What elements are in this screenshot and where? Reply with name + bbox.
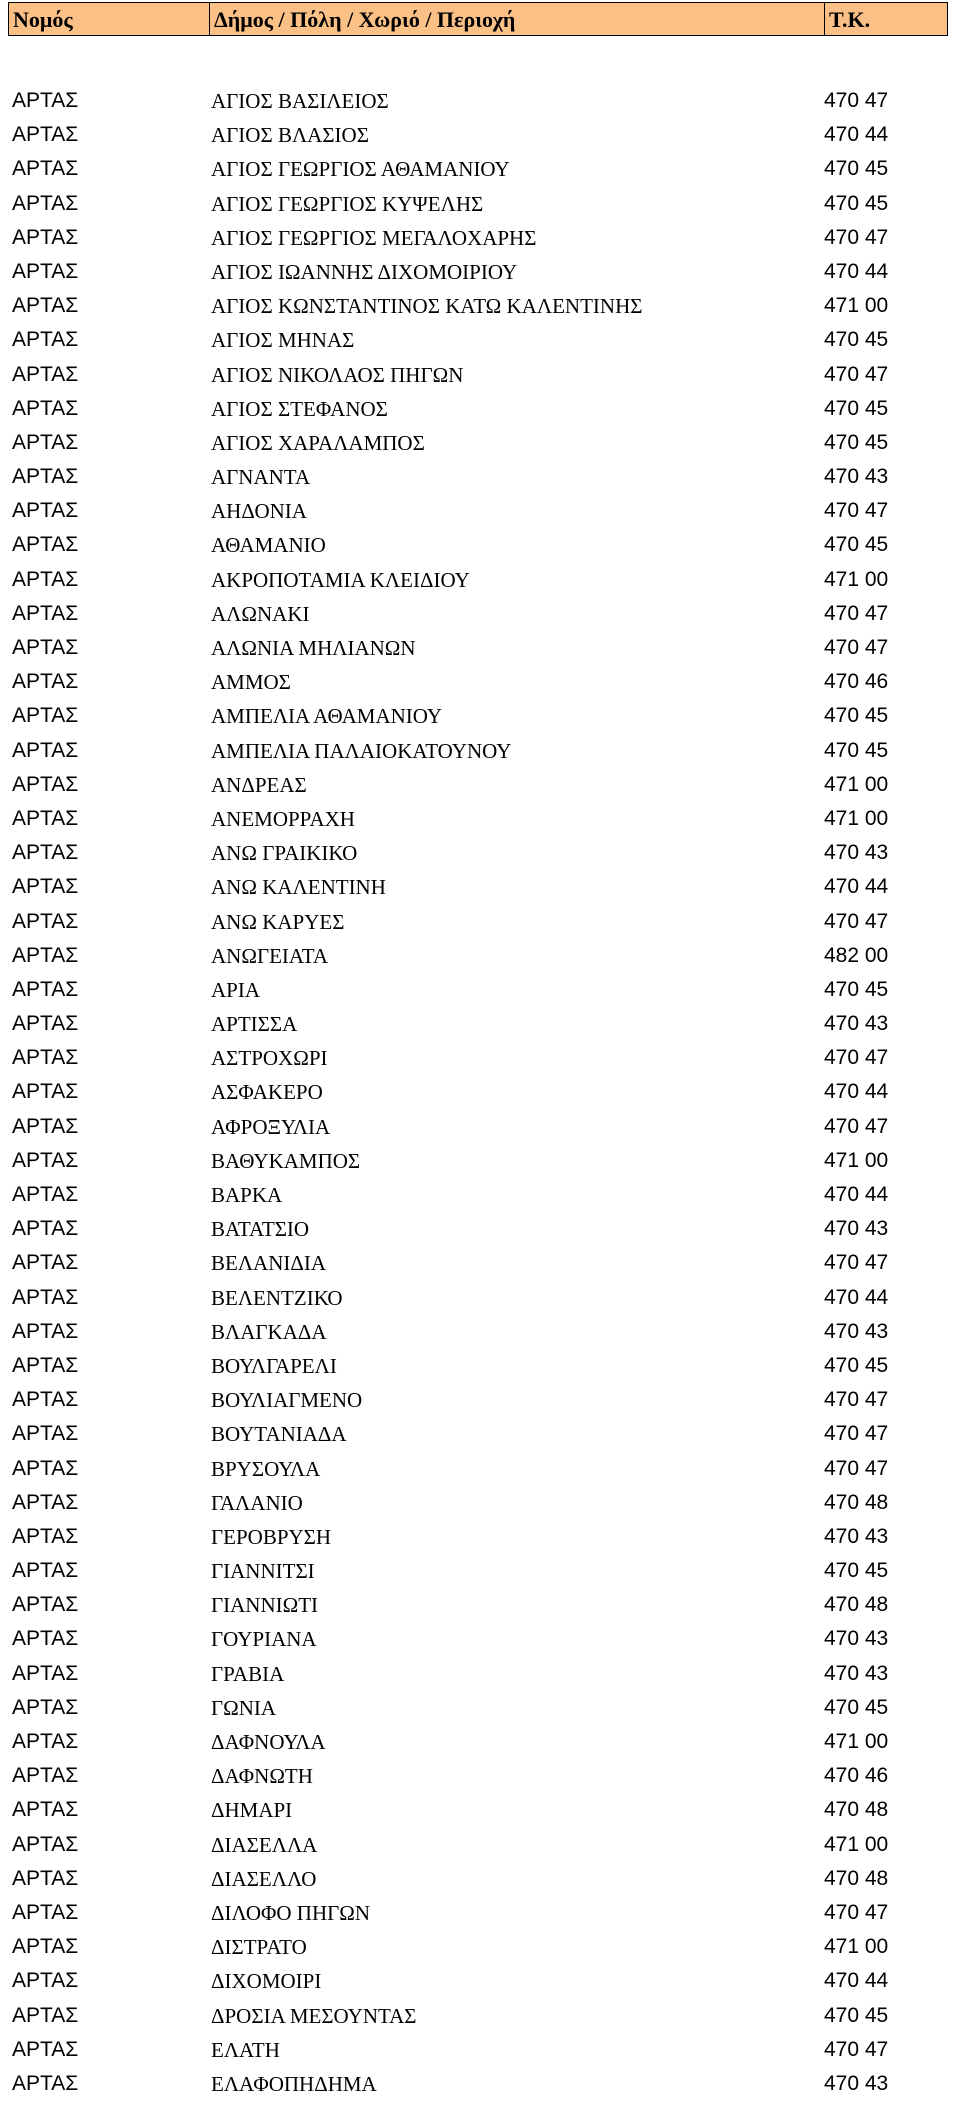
cell-place: ΑΝΔΡΕΑΣ [211,772,307,797]
table-row [0,358,960,392]
cell-place: ΑΓΙΟΣ ΒΛΑΣΙΟΣ [211,123,369,148]
cell-nomos: ΑΡΤΑΣ [12,1080,79,1104]
cell-place: ΑΝΩ ΚΑΡΥΕΣ [211,909,345,934]
cell-nomos: ΑΡΤΑΣ [12,259,79,283]
table-row [0,631,960,665]
cell-place: ΑΚΡΟΠΟΤΑΜΙΑ ΚΛΕΙΔΙΟΥ [211,567,470,592]
table-header [8,2,948,36]
cell-nomos: ΑΡΤΑΣ [12,1046,79,1070]
table-row [0,1930,960,1964]
cell-place: ΑΡΤΙΣΣΑ [211,1012,298,1037]
table-row [0,1452,960,1486]
cell-postal-code: 470 44 [824,123,889,147]
cell-postal-code: 470 45 [824,704,889,728]
cell-place: ΔΑΦΝΟΥΛΑ [211,1730,326,1754]
cell-place: ΔΙΑΣΕΛΛΑ [211,1832,318,1857]
table-row [0,802,960,836]
cell-place: ΑΛΩΝΙΑ ΜΗΛΙΑΝΩΝ [211,636,416,660]
cell-postal-code: 470 45 [824,2003,889,2027]
cell-nomos: ΑΡΤΑΣ [12,704,79,728]
cell-place: ΒΕΛΑΝΙΔΙΑ [211,1251,327,1276]
cell-nomos: ΑΡΤΑΣ [12,430,79,454]
table-row [0,528,960,562]
cell-nomos: ΑΡΤΑΣ [12,1661,79,1685]
cell-postal-code: 470 44 [824,875,889,899]
cell-postal-code: 470 47 [824,2037,889,2061]
cell-nomos: ΑΡΤΑΣ [12,1695,79,1719]
table-row [0,1862,960,1896]
cell-nomos: ΑΡΤΑΣ [12,123,79,147]
cell-nomos: ΑΡΤΑΣ [12,670,79,694]
table-row [0,1793,960,1827]
cell-nomos: ΑΡΤΑΣ [12,1935,79,1959]
cell-postal-code: 470 45 [824,430,889,454]
cell-nomos: ΑΡΤΑΣ [12,1012,79,1036]
cell-postal-code: 470 45 [824,533,889,557]
table-row [0,905,960,939]
table-row [0,699,960,733]
cell-nomos: ΑΡΤΑΣ [12,1593,79,1617]
cell-nomos: ΑΡΤΑΣ [12,2003,79,2027]
table-row [0,870,960,904]
cell-nomos: ΑΡΤΑΣ [12,1832,79,1856]
table-row [0,1520,960,1554]
cell-postal-code: 470 47 [824,89,889,112]
table-body [0,84,960,2101]
table-row [0,323,960,357]
cell-place: ΑΦΡΟΞΥΛΙΑ [211,1114,331,1139]
cell-postal-code: 470 45 [824,396,889,420]
cell-place: ΒΑΤΑΤΣΙΟ [211,1217,310,1242]
table-row [0,939,960,973]
table-row [0,1349,960,1383]
cell-place: ΔΙΑΣΕΛΛΟ [211,1866,317,1891]
table-row [0,1691,960,1725]
cell-postal-code: 470 47 [824,636,889,659]
cell-postal-code: 470 48 [824,1490,889,1514]
cell-postal-code: 470 43 [824,1319,889,1343]
cell-place: ΑΓΙΟΣ ΝΙΚΟΛΑΟΣ ΠΗΓΩΝ [211,362,464,387]
cell-postal-code: 470 47 [824,1046,889,1070]
cell-postal-code: 470 43 [824,465,889,489]
table-row [0,1999,960,2033]
cell-place: ΑΓΙΟΣ ΒΑΣΙΛΕΙΟΣ [211,89,389,113]
cell-place: ΒΟΥΛΓΑΡΕΛΙ [211,1353,337,1378]
cell-postal-code: 470 48 [824,1593,889,1617]
cell-postal-code: 482 00 [824,943,889,967]
cell-place: ΒΑΘΥΚΑΜΠΟΣ [211,1148,361,1173]
cell-postal-code: 470 47 [824,499,889,523]
cell-nomos: ΑΡΤΑΣ [12,1764,79,1788]
cell-nomos: ΑΡΤΑΣ [12,1319,79,1343]
cell-nomos: ΑΡΤΑΣ [12,636,79,659]
cell-place: ΑΜΠΕΛΙΑ ΠΑΛΑΙΟΚΑΤΟΥΝΟΥ [211,738,512,763]
table-row [0,836,960,870]
table-row [0,1178,960,1212]
table-row [0,2033,960,2067]
cell-postal-code: 470 43 [824,841,889,865]
cell-nomos: ΑΡΤΑΣ [12,499,79,523]
cell-nomos: ΑΡΤΑΣ [12,1285,79,1309]
cell-nomos: ΑΡΤΑΣ [12,396,79,420]
cell-place: ΑΜΠΕΛΙΑ ΑΘΑΜΑΝΙΟΥ [211,704,443,729]
cell-place: ΓΙΑΝΝΙΤΣΙ [211,1559,315,1584]
cell-nomos: ΑΡΤΑΣ [12,1422,79,1446]
cell-nomos: ΑΡΤΑΣ [12,533,79,557]
table-row [0,563,960,597]
cell-place: ΒΛΑΓΚΑΔΑ [211,1319,327,1344]
cell-place: ΕΛΑΤΗ [211,2037,280,2062]
cell-place: ΒΟΥΤΑΝΙΑΔΑ [211,1422,347,1447]
table-row [0,221,960,255]
cell-postal-code: 471 00 [824,294,889,318]
cell-place: ΑΜΜΟΣ [211,670,291,695]
cell-place: ΑΝΩ ΚΑΛΕΝΤΙΝΗ [211,875,386,900]
cell-nomos: ΑΡΤΑΣ [12,1148,79,1172]
cell-postal-code: 470 45 [824,328,889,352]
table-row [0,187,960,221]
cell-nomos: ΑΡΤΑΣ [12,465,79,489]
cell-postal-code: 470 47 [824,909,889,933]
cell-postal-code: 470 47 [824,1422,889,1446]
cell-nomos: ΑΡΤΑΣ [12,1251,79,1275]
cell-postal-code: 471 00 [824,772,889,796]
cell-postal-code: 470 45 [824,1559,889,1583]
cell-nomos: ΑΡΤΑΣ [12,1559,79,1583]
cell-postal-code: 470 43 [824,1012,889,1036]
cell-nomos: ΑΡΤΑΣ [12,943,79,967]
cell-place: ΔΙΧΟΜΟΙΡΙ [211,1969,322,1994]
cell-postal-code: 470 46 [824,670,889,694]
cell-postal-code: 471 00 [824,1832,889,1856]
cell-place: ΔΙΛΟΦΟ ΠΗΓΩΝ [211,1900,371,1925]
cell-place: ΒΡΥΣΟΥΛΑ [211,1456,321,1481]
cell-postal-code: 470 45 [824,738,889,762]
table-row [0,1041,960,1075]
cell-postal-code: 470 48 [824,1866,889,1890]
cell-nomos: ΑΡΤΑΣ [12,2037,79,2061]
table-row [0,1315,960,1349]
cell-nomos: ΑΡΤΑΣ [12,157,79,181]
table-row [0,1110,960,1144]
cell-postal-code: 470 45 [824,977,889,1001]
cell-nomos: ΑΡΤΑΣ [12,841,79,865]
cell-nomos: ΑΡΤΑΣ [12,191,79,215]
cell-nomos: ΑΡΤΑΣ [12,1114,79,1138]
table-row [0,768,960,802]
cell-postal-code: 470 46 [824,1764,889,1788]
cell-postal-code: 471 00 [824,806,889,830]
table-row [0,1486,960,1520]
cell-postal-code: 470 43 [824,1661,889,1685]
cell-place: ΑΝΩΓΕΙΑΤΑ [211,943,329,968]
cell-postal-code: 470 43 [824,2071,889,2095]
cell-postal-code: 470 44 [824,1969,889,1993]
cell-place: ΑΓΝΑΝΤΑ [211,465,311,490]
cell-postal-code: 470 47 [824,1900,889,1924]
cell-postal-code: 471 00 [824,1730,889,1753]
cell-place: ΑΘΑΜΑΝΙΟ [211,533,326,558]
cell-nomos: ΑΡΤΑΣ [12,772,79,796]
cell-nomos: ΑΡΤΑΣ [12,601,79,625]
cell-nomos: ΑΡΤΑΣ [12,875,79,899]
cell-place: ΓΙΑΝΝΙΩΤΙ [211,1593,319,1618]
cell-place: ΓΡΑΒΙΑ [211,1661,285,1686]
cell-nomos: ΑΡΤΑΣ [12,909,79,933]
cell-postal-code: 470 47 [824,1388,889,1412]
cell-nomos: ΑΡΤΑΣ [12,362,79,386]
cell-place: ΒΟΥΛΙΑΓΜΕΝΟ [211,1388,363,1413]
cell-postal-code: 470 47 [824,1114,889,1138]
table-row [0,1622,960,1656]
table-row [0,1383,960,1417]
cell-nomos: ΑΡΤΑΣ [12,328,79,352]
cell-place: ΑΓΙΟΣ ΙΩΑΝΝΗΣ ΔΙΧΟΜΟΙΡΙΟΥ [211,259,518,284]
cell-place: ΓΟΥΡΙΑΝΑ [211,1627,317,1652]
cell-nomos: ΑΡΤΑΣ [12,1730,79,1753]
cell-place: ΑΓΙΟΣ ΓΕΩΡΓΙΟΣ ΚΥΨΕΛΗΣ [211,191,484,216]
cell-postal-code: 470 45 [824,157,889,181]
table-row [0,2067,960,2101]
table-row [0,1964,960,1998]
cell-postal-code: 470 47 [824,362,889,386]
cell-place: ΑΗΔΟΝΙΑ [211,499,307,524]
cell-nomos: ΑΡΤΑΣ [12,2071,79,2095]
cell-nomos: ΑΡΤΑΣ [12,1217,79,1241]
table-row [0,1588,960,1622]
cell-nomos: ΑΡΤΑΣ [12,1866,79,1890]
cell-place: ΒΕΛΕΝΤΖΙΚΟ [211,1285,343,1310]
cell-postal-code: 470 45 [824,1695,889,1719]
table-row [0,494,960,528]
cell-place: ΑΝΕΜΟΡΡΑΧΗ [211,806,355,831]
cell-postal-code: 470 45 [824,191,889,215]
table-row [0,1759,960,1793]
cell-place: ΑΓΙΟΣ ΜΗΝΑΣ [211,328,355,353]
cell-place: ΑΣΦΑΚΕΡΟ [211,1080,323,1105]
table-row [0,734,960,768]
table-row [0,1417,960,1451]
table-row [0,460,960,494]
table-row [0,1281,960,1315]
cell-postal-code: 470 43 [824,1217,889,1241]
table-row [0,289,960,323]
cell-postal-code: 470 44 [824,1080,889,1104]
cell-nomos: ΑΡΤΑΣ [12,977,79,1001]
cell-postal-code: 470 47 [824,601,889,625]
column-header-nomos: Νομός [13,7,73,32]
cell-postal-code: 470 44 [824,259,889,283]
cell-postal-code: 470 43 [824,1627,889,1651]
cell-postal-code: 470 44 [824,1285,889,1309]
table-row [0,1144,960,1178]
cell-nomos: ΑΡΤΑΣ [12,1353,79,1377]
cell-nomos: ΑΡΤΑΣ [12,738,79,762]
table-row [0,1828,960,1862]
cell-postal-code: 470 43 [824,1524,889,1548]
cell-nomos: ΑΡΤΑΣ [12,1388,79,1412]
cell-place: ΔΗΜΑΡΙ [211,1798,293,1823]
column-header-tk: Τ.Κ. [824,3,947,35]
cell-nomos: ΑΡΤΑΣ [12,1627,79,1651]
cell-nomos: ΑΡΤΑΣ [12,806,79,830]
cell-postal-code: 471 00 [824,567,889,591]
cell-place: ΑΣΤΡΟΧΩΡΙ [211,1046,328,1071]
cell-nomos: ΑΡΤΑΣ [12,1490,79,1514]
cell-place: ΓΕΡΟΒΡΥΣΗ [211,1524,332,1549]
table-row [0,255,960,289]
table-row [0,1725,960,1759]
table-row [0,392,960,426]
cell-nomos: ΑΡΤΑΣ [12,567,79,591]
table-row [0,1007,960,1041]
cell-nomos: ΑΡΤΑΣ [12,1456,79,1480]
table-row [0,973,960,1007]
cell-nomos: ΑΡΤΑΣ [12,294,79,318]
cell-nomos: ΑΡΤΑΣ [12,225,79,249]
table-row [0,1075,960,1109]
table-row [0,665,960,699]
cell-nomos: ΑΡΤΑΣ [12,1900,79,1924]
cell-postal-code: 470 44 [824,1183,889,1206]
cell-postal-code: 470 47 [824,1251,889,1275]
cell-nomos: ΑΡΤΑΣ [12,1524,79,1548]
cell-place: ΑΝΩ ΓΡΑΙΚΙΚΟ [211,841,358,866]
table-row [0,118,960,152]
table-row [0,1212,960,1246]
cell-place: ΑΡΙΑ [211,977,261,1002]
cell-place: ΑΓΙΟΣ ΓΕΩΡΓΙΟΣ ΑΘΑΜΑΝΙΟΥ [211,157,510,182]
table-row [0,426,960,460]
cell-place: ΓΩΝΙΑ [211,1695,277,1720]
cell-place: ΔΑΦΝΩΤΗ [211,1764,313,1789]
cell-postal-code: 471 00 [824,1935,889,1959]
cell-nomos: ΑΡΤΑΣ [12,1798,79,1822]
cell-postal-code: 470 47 [824,225,889,249]
cell-postal-code: 470 47 [824,1456,889,1480]
table-row [0,84,960,118]
cell-place: ΑΛΩΝΑΚΙ [211,601,310,626]
table-row [0,597,960,631]
cell-place: ΒΑΡΚΑ [211,1183,283,1207]
cell-nomos: ΑΡΤΑΣ [12,89,79,112]
cell-place: ΔΡΟΣΙΑ ΜΕΣΟΥΝΤΑΣ [211,2003,417,2028]
cell-place: ΔΙΣΤΡΑΤΟ [211,1935,307,1960]
column-header-place: Δήμος / Πόλη / Χωριό / Περιοχή [209,3,824,35]
table-row [0,1657,960,1691]
cell-nomos: ΑΡΤΑΣ [12,1183,79,1206]
table-row [0,1554,960,1588]
cell-nomos: ΑΡΤΑΣ [12,1969,79,1993]
table-row [0,1246,960,1280]
table-row [0,1896,960,1930]
table-row [0,152,960,186]
cell-postal-code: 470 45 [824,1353,889,1377]
cell-place: ΑΓΙΟΣ ΚΩΝΣΤΑΝΤΙΝΟΣ ΚΑΤΩ ΚΑΛΕΝΤΙΝΗΣ [211,294,643,319]
cell-postal-code: 471 00 [824,1148,889,1172]
cell-place: ΑΓΙΟΣ ΣΤΕΦΑΝΟΣ [211,396,388,421]
cell-postal-code: 470 48 [824,1798,889,1822]
cell-place: ΓΑΛΑΝΙΟ [211,1490,303,1515]
cell-place: ΑΓΙΟΣ ΧΑΡΑΛΑΜΠΟΣ [211,430,425,455]
cell-place: ΑΓΙΟΣ ΓΕΩΡΓΙΟΣ ΜΕΓΑΛΟΧΑΡΗΣ [211,225,537,250]
cell-place: ΕΛΑΦΟΠΗΔΗΜΑ [211,2071,377,2096]
